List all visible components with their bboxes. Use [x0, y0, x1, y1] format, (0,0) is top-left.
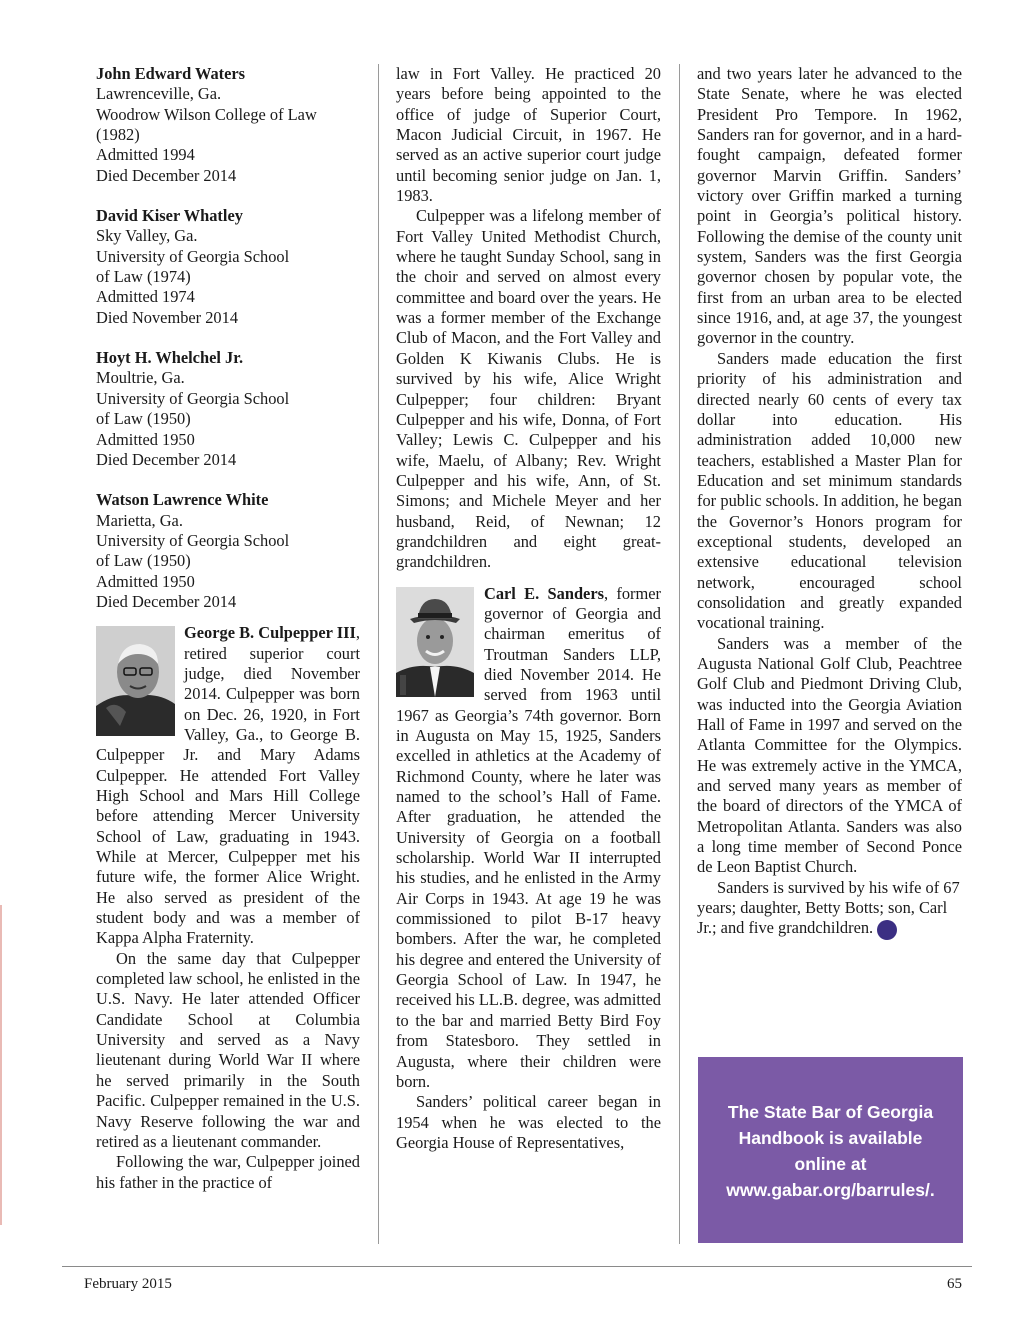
obituary-entry [96, 206, 360, 328]
paragraph: Following the war, Culpepper joined his father in the practice of [96, 1152, 360, 1192]
entry-line: Admitted 1994 [96, 145, 195, 165]
column-divider-left [378, 64, 379, 1244]
paragraph: law in Fort Valley. He practiced 20 years before being appointed to the office of judge of Superior Court, Macon Judicial Circuit, in 1967. He served as an active superior court judge until becoming senior judge on Jan. 1, 1983. [396, 64, 661, 206]
promo-text: The State Bar of Georgia Handbook is available online at www.gabar.org/barrules/. [726, 1102, 935, 1200]
closing-text: Sanders is survived by his wife of 67 years; daughter, Betty Botts; son, Carl Jr.; and five grandchildren. [697, 877, 960, 938]
paragraph: Sanders’ political career began in 1954 when he was elected to the Georgia House of Representatives, [396, 1092, 661, 1152]
entry-line: Died November 2014 [96, 307, 239, 327]
entry-line: University of Georgia School [96, 530, 290, 550]
entry-line: Woodrow Wilson College of Law [96, 104, 317, 124]
paragraph: On the same day that Culpepper completed law school, he enlisted in the U.S. Navy. He later attended Officer Candidate School at Columbia University and served as a Navy lieutenant during World War II where he served primarily in the South Pacific. Culpepper remained in the U.S. Navy Reserve following the war and retired as a lieutenant commander. [96, 948, 360, 1151]
entry-line: Admitted 1974 [96, 287, 195, 307]
column-divider-right [679, 64, 680, 1244]
culpepper-photo [96, 626, 175, 736]
entry-line: University of Georgia School [96, 246, 290, 266]
entry-line: Died December 2014 [96, 165, 237, 185]
paragraph: and two years later he advanced to the State Senate, where he was elected President Pro Tempore. In 1962, Sanders ran for governor, and in a hard-fought campaign, defeated former governor Marvin Griffin. Sanders’ victory over Griffin marked a turning point in Georgia’s political history. Following the demise of the county unit system, Sanders was the first Georgia governor chosen by popular vote, the first from an urban area to be elected since 1916, and, at age 37, the youngest governor in the country. [697, 64, 962, 348]
entry-line: University of Georgia School [96, 388, 290, 408]
sanders-name: Carl E. Sanders [484, 583, 604, 603]
footer-date: February 2015 [84, 1276, 172, 1292]
entry-line: Lawrenceville, Ga. [96, 84, 222, 104]
entry-line: Admitted 1950 [96, 571, 195, 591]
sanders-obituary [396, 584, 661, 1154]
culpepper-name: George B. Culpepper III [184, 623, 356, 643]
culpepper-obituary [96, 623, 360, 1193]
column-1 [96, 64, 360, 1193]
entry-name: John Edward Waters [96, 64, 246, 83]
page-edge-mark [0, 905, 2, 1225]
obituary-entry [96, 348, 360, 470]
paragraph: Sanders was a member of the Augusta National Golf Club, Peachtree Golf Club and Piedmont Driving Club, was inducted into the Georgia Aviation Hall of Fame in 1997 and served on the Atlanta Committee for the Olympics. He was extremely active in the YMCA, and served many years as member of the board of directors of the YMCA of Metropolitan Atlanta. Sanders was also a long time member of Second Ponce de Leon Baptist Church. [697, 633, 962, 877]
gbj-end-mark-icon: GBJ [877, 920, 897, 940]
column-2 [396, 64, 661, 1153]
entry-line: of Law (1950) [96, 409, 191, 429]
footer-rule [62, 1266, 972, 1267]
entry-line: Admitted 1950 [96, 429, 195, 449]
entry-line: Died December 2014 [96, 591, 237, 611]
entry-line: Moultrie, Ga. [96, 368, 185, 388]
entry-name: Watson Lawrence White [96, 490, 269, 510]
paragraph: Culpepper was a lifelong member of Fort Valley United Methodist Church, where he taught Sunday School, sang in the choir and served on almost every committee and board over the years. He was a former member of the Exchange Club of Macon, and the Fort Valley and Golden K Kiwanis Clubs. He is survived by his wife, Alice Wright Culpepper; four children: Bryant Culpepper and his wife, Donna, of Fort Valley; Lewis C. Culpepper and his wife, Maelu, of Albany; Rev. Wright Culpepper and his wife, Ann, of St. Simons; and Michele Meyer and her husband, Reid, of Newnan; 12 grandchildren and eight great-grandchildren. [396, 206, 661, 572]
entry-line: of Law (1950) [96, 551, 191, 571]
obituary-entry [96, 64, 360, 186]
entry-name: David Kiser Whatley [96, 206, 243, 226]
entry-line: Marietta, Ga. [96, 510, 183, 530]
entry-line: (1982) [96, 125, 140, 145]
culpepper-intro: , retired superior court judge, died November 2014. Culpepper was born on Dec. 26, 1920, in Fort Valley, Ga., to George B. Culpepper Jr. and Mary Adams Culpepper. He attended Fort Valley High School and Mars Hill College before attending Mercer University School of Law, graduating in 1943. While at Mercer, Culpepper met his future wife, the former Alice Wright. He also served as president of the student body and was a member of Kappa Alpha Fraternity. [96, 623, 360, 948]
entry-line: Died December 2014 [96, 449, 237, 469]
handbook-promo-box [698, 1057, 963, 1243]
sanders-photo [396, 587, 474, 697]
paragraph: Sanders made education the first priority of his administration and directed nearly 60 cents of every tax dollar into education. His administration added 10,000 new teachers, established a Master Plan for Education and set minimum standards for public schools. In addition, he began the Governor’s Honors program for exceptional students, developed an extensive educational television network, encouraged school consolidation and greatly expanded vocational training. [697, 348, 962, 633]
entry-line: of Law (1974) [96, 267, 191, 287]
page-number: 65 [947, 1276, 962, 1292]
obituary-entry [96, 490, 360, 612]
entry-name: Hoyt H. Whelchel Jr. [96, 348, 244, 368]
paragraph [697, 878, 962, 940]
column-3 [697, 64, 962, 940]
entry-line: Sky Valley, Ga. [96, 226, 198, 246]
sanders-intro: , former governor of Georgia and chairman emeritus of Troutman Sanders LLP, died November 2014. He served from 1963 until 1967 as Georgia’s 74th governor. Born in Augusta on May 15, 1925, Sanders excelled in athletics at the Academy of Richmond County, where he later was named to the school’s Hall of Fame. After graduation, he attended the University of Georgia on a football scholarship. World War II interrupted his studies, and he enlisted in the Army Air Corps in 1943. At age 19 he was commissioned to pilot B-17 heavy bombers. After the war, he completed his degree and entered the University of Georgia School of Law. In 1947, he received his LL.B. degree, was admitted to the bar and married Betty Bird Foy from Statesboro. They settled in Augusta, where their children were born. [396, 583, 661, 1091]
